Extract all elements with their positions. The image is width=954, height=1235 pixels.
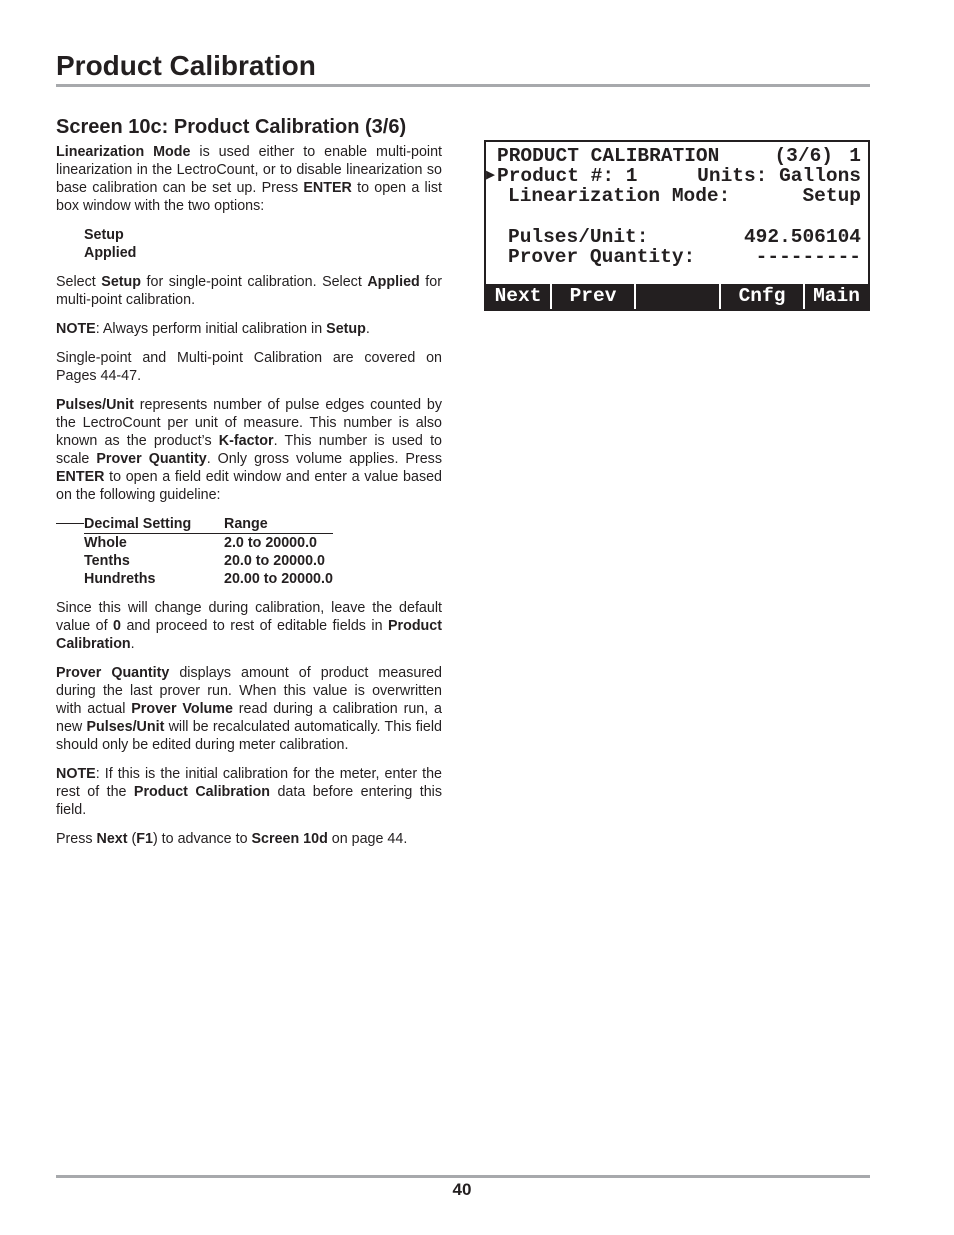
table-cell: 20.0 to 20000.0 xyxy=(224,553,325,569)
section-heading: Screen 10c: Product Calibration (3/6) xyxy=(56,116,407,138)
body-column xyxy=(56,114,442,859)
paragraph-next: Press Next (F1) to advance to Screen 10d on page 44. xyxy=(56,831,408,847)
softkey-cnfg[interactable]: Cnfg xyxy=(719,284,803,309)
table-row xyxy=(84,534,333,553)
table-header: Range xyxy=(224,515,333,534)
lcd-product: Product #: 1 xyxy=(497,165,638,187)
lcd-pulses-label: Pulses/Unit: xyxy=(508,226,649,248)
lcd-prover-line[interactable] xyxy=(508,246,861,268)
lcd-prover-label: Prover Quantity: xyxy=(508,246,696,268)
softkey-bar xyxy=(486,284,868,309)
page-number: 40 xyxy=(452,1180,472,1199)
lcd-title: PRODUCT CALIBRATION xyxy=(497,145,720,167)
header-divider xyxy=(56,84,870,87)
lcd-pulses-line[interactable] xyxy=(508,226,861,248)
option-list xyxy=(84,226,442,262)
lcd-prover-value: --------- xyxy=(755,246,861,268)
paragraph-linearization: Linearization Mode is used either to enable multi-point linearization in the LectroCount, or to disable linearization so base calibration can be set up. Press ENTER to open a list box window with the two options: xyxy=(56,144,442,214)
lcd-title-line xyxy=(497,145,861,167)
softkey-prev[interactable]: Prev xyxy=(550,284,634,309)
lcd-units: Units: Gallons xyxy=(697,165,861,187)
lcd-page: (3/6) xyxy=(774,145,833,167)
cursor-arrow-icon: ▶ xyxy=(486,167,496,184)
paragraph-default: Since this will change during calibration, leave the default value of 0 and proceed to rest of editable fields in Product Calibration. xyxy=(56,600,442,652)
softkey-blank[interactable] xyxy=(634,284,719,309)
table-header-row xyxy=(84,515,333,534)
table-cell: Whole xyxy=(84,535,127,551)
table-header: Decimal Setting xyxy=(84,515,224,534)
lcd-linearization-line[interactable] xyxy=(508,185,861,207)
paragraph-select: Select Setup for single-point calibration. Select Applied for multi-point calibration. xyxy=(56,274,442,308)
range-table-wrap xyxy=(56,515,442,588)
footer-divider xyxy=(56,1175,870,1178)
note-initial: NOTE: If this is the initial calibration for the meter, enter the rest of the Product Calibration data before entering this field. xyxy=(56,766,442,818)
paragraph-prover: Prover Quantity displays amount of product measured during the last prover run. When this value is overwritten with actual Prover Volume read during a calibration run, a new Pulses/Unit will be recalculated automatically. This field should only be edited during meter calibration. xyxy=(56,665,442,753)
paragraph-pages: Single-point and Multi-point Calibration are covered on Pages 44-47. xyxy=(56,350,442,384)
note-setup: NOTE: Always perform initial calibration in Setup. xyxy=(56,321,370,337)
option-applied: Applied xyxy=(84,245,137,261)
page-title: Product Calibration xyxy=(56,50,316,81)
paragraph-pulses: Pulses/Unit represents number of pulse edges counted by the LectroCount per unit of measure. This number is also known as the product’s K-factor. This number is used to scale Prover Quantity. Only gross volume applies. Press ENTER to open a field edit window and enter a value based on the following guideline: xyxy=(56,397,442,503)
table-lead-line xyxy=(56,523,84,524)
softkey-next[interactable]: Next xyxy=(494,285,542,307)
range-table xyxy=(84,515,333,588)
table-row xyxy=(84,552,333,570)
table-row xyxy=(84,570,333,588)
option-setup: Setup xyxy=(84,227,124,243)
table-cell: Tenths xyxy=(84,553,130,569)
lcd-pulses-value: 492.506104 xyxy=(743,226,861,248)
lcd-screen xyxy=(484,140,870,311)
softkey-main[interactable]: Main xyxy=(803,284,868,309)
table-cell: 2.0 to 20000.0 xyxy=(224,535,317,551)
lcd-product-line[interactable] xyxy=(486,165,861,187)
table-cell: 20.00 to 20000.0 xyxy=(224,571,333,587)
lcd-linearization-label: Linearization Mode: xyxy=(508,185,731,207)
table-cell: Hundreths xyxy=(84,571,156,587)
lcd-index: 1 xyxy=(849,145,861,167)
lcd-linearization-value: Setup xyxy=(802,185,861,207)
